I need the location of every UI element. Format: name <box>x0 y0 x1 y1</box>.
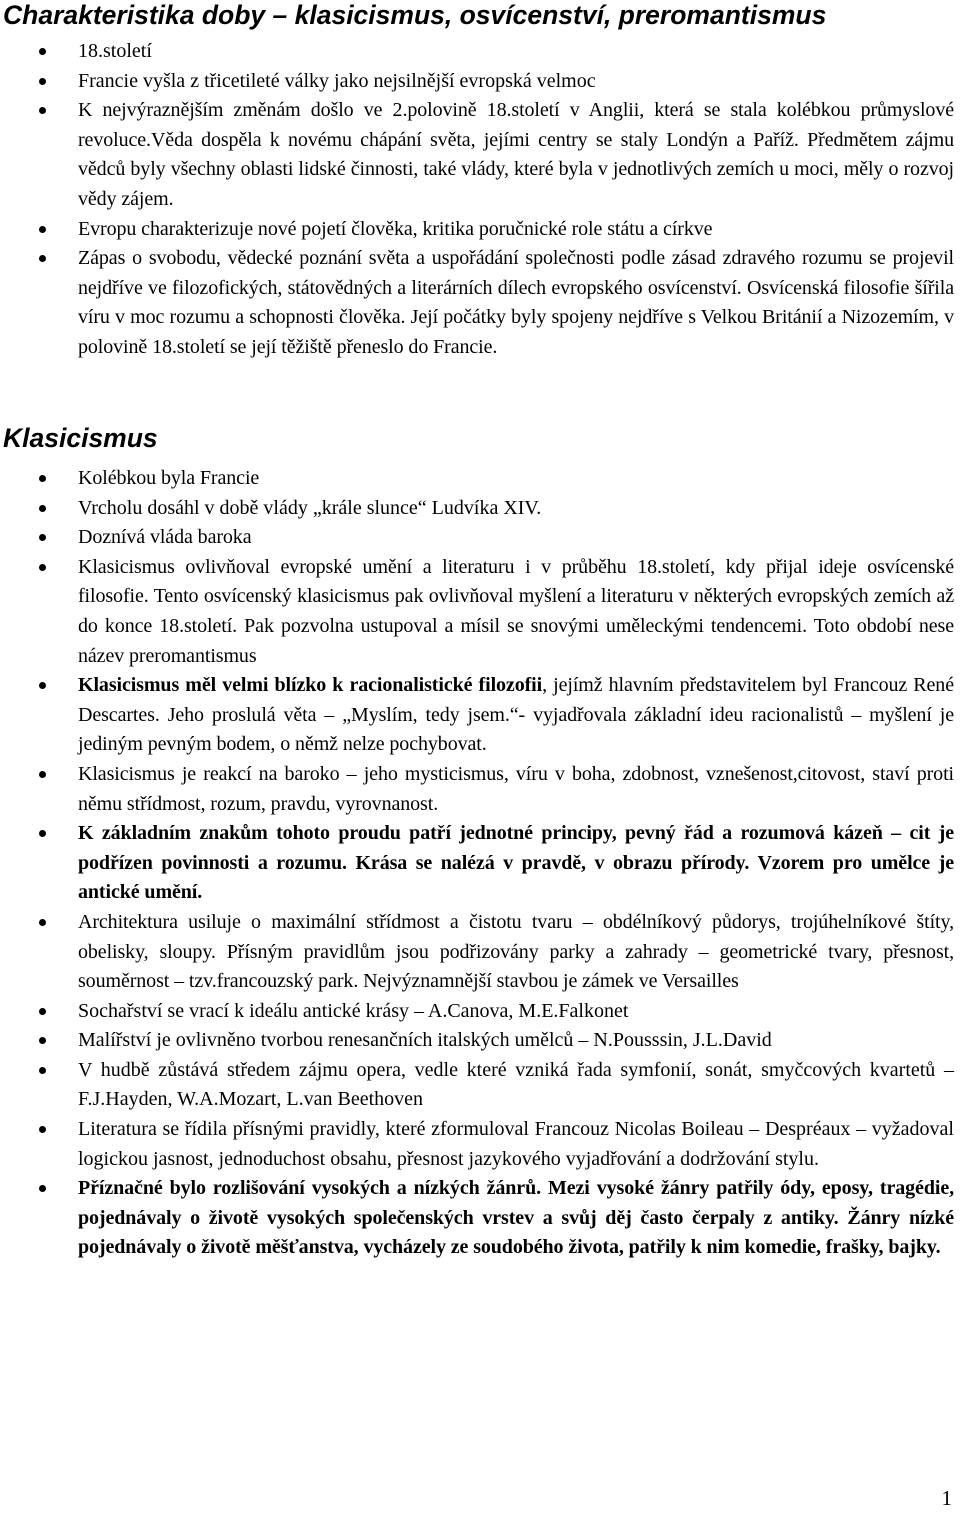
list-item: Malířství je ovlivněno tvorbou renesančních italských umělců – N.Pousssin, J.L.David <box>0 1026 960 1056</box>
list-item: Doznívá vláda baroka <box>0 523 960 553</box>
list-item: Architektura usiluje o maximální střídmost a čistotu tvaru – obdélníkový půdorys, trojúhelníkové štíty, obelisky, sloupy. Přísným pravidlům jsou podřizovány parky a zahrady – geometrické tvary, přesnost, souměrnost – tzv.francouzský park. Nejvýznamnější stavbou je zámek ve Versailles <box>0 908 960 997</box>
list-item: Klasicismus měl velmi blízko k racionalistické filozofii, jejímž hlavním představitelem byl Francouz René Descartes. Jeho proslulá věta – „Myslím, tedy jsem.“- vyjadřovala základní ideu racionalistů – myšlení je jediným pevným bodem, o němž nelze pochybovat. <box>0 671 960 760</box>
list-item: Kolébkou byla Francie <box>0 464 960 494</box>
list-item: Francie vyšla z třicetileté války jako nejsilnější evropská velmoc <box>0 67 960 97</box>
intro-list <box>0 37 960 363</box>
page-title: Charakteristika doby – klasicismus, osvícenství, preromantismus <box>3 0 827 30</box>
page-number: 1 <box>941 1486 952 1510</box>
list-item: K základním znakům tohoto proudu patří jednotné principy, pevný řád a rozumová kázeň – cit je podřízen povinnosti a rozumu. Krása se nalézá v pravdě, v obrazu přírody. Vzorem pro umělce je antické umění. <box>0 819 960 908</box>
klasicismus-list <box>0 464 960 1263</box>
section-title-klasicismus: Klasicismus <box>3 423 158 453</box>
list-item: Klasicismus je reakcí na baroko – jeho mysticismus, víru v boha, zdobnost, vznešenost,citovost, staví proti němu střídmost, rozum, pravdu, vyrovnanost. <box>0 760 960 819</box>
list-item: Zápas o svobodu, vědecké poznání světa a uspořádání společnosti podle zásad zdravého rozumu se projevil nejdříve ve filozofických, státovědných a literárních dílech evropského osvícenství. Osvícenská filosofie šířila víru v moc rozumu a schopnosti člověka. Její počátky byly spojeny nejdříve s Velkou Británií a Nizozemím, v polovině 18.století se její těžiště přeneslo do Francie. <box>0 244 960 362</box>
list-item: Příznačné bylo rozlišování vysokých a nízkých žánrů. Mezi vysoké žánry patřily ódy, eposy, tragédie, pojednávaly o životě vysokých společenských vrstev a svůj děj často čerpaly z antiky. Žánry nízké pojednávaly o životě měšťanstva, vycházely ze soudobého života, patřily k nim komedie, frašky, bajky. <box>0 1174 960 1263</box>
list-item: K nejvýraznějším změnám došlo ve 2.polovině 18.století v Anglii, která se stala kolébkou průmyslové revoluce.Věda dospěla k novému chápání světa, jejími centry se staly Londýn a Paříž. Předmětem zájmu vědců byly všechny oblasti lidské činnosti, také vlády, které byla v jednotlivých zemích u moci, měly o rozvoj vědy zájem. <box>0 96 960 214</box>
list-item: Vrcholu dosáhl v době vlády „krále slunce“ Ludvíka XIV. <box>0 494 960 524</box>
list-item: 18.století <box>0 37 960 67</box>
list-item: Evropu charakterizuje nové pojetí člověka, kritika poručnické role státu a církve <box>0 215 960 245</box>
list-item: Literatura se řídila přísnými pravidly, které zformuloval Francouz Nicolas Boileau – Despréaux – vyžadoval logickou jasnost, jednoduchost obsahu, přesnost jazykového vyjadřování a dodržování stylu. <box>0 1115 960 1174</box>
list-item: Klasicismus ovlivňoval evropské umění a literaturu i v průběhu 18.století, kdy přijal ideje osvícenské filosofie. Tento osvícenský klasicismus pak ovlivňoval myšlení a literaturu v některých evropských zemích až do konce 18.století. Pak pozvolna ustupoval a mísil se snovými uměleckými tendencemi. Toto období nese název preromantismus <box>0 553 960 671</box>
list-item: V hudbě zůstává středem zájmu opera, vedle které vzniká řada symfonií, sonát, smyčcových kvartetů – F.J.Hayden, W.A.Mozart, L.van Beethoven <box>0 1056 960 1115</box>
list-item: Sochařství se vrací k ideálu antické krásy – A.Canova, M.E.Falkonet <box>0 997 960 1027</box>
